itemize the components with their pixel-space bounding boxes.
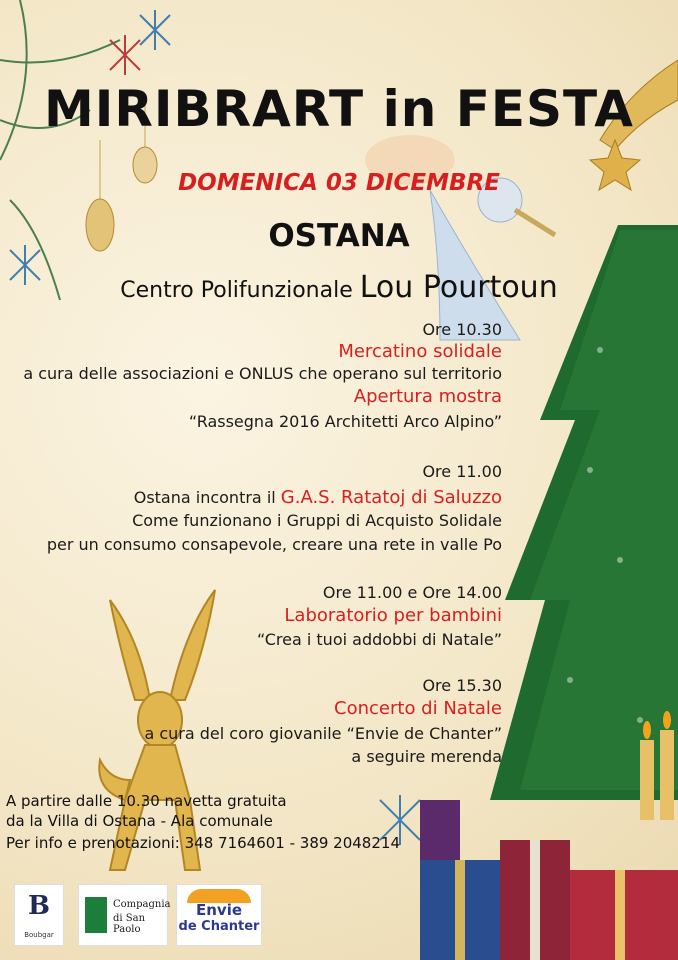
boubgar-logo-text: Boubgar (24, 931, 54, 939)
christmas-tree-icon (490, 225, 678, 800)
boubgar-logo: B Boubgar (14, 884, 64, 946)
event-1-time: Ore 10.30 (422, 320, 502, 339)
event-2-line (134, 487, 502, 508)
event-1-line-2: “Rassegna 2016 Architetti Arco Alpino” (188, 412, 502, 431)
event-2-time: Ore 11.00 (422, 462, 502, 481)
event-2-line-2: Come funzionano i Gruppi di Acquisto Solidale (132, 511, 502, 530)
event-town: OSTANA (268, 218, 410, 254)
envie-line-2: de Chanter (178, 919, 260, 934)
csp-line-2: di San Paolo (113, 913, 146, 935)
event-date: DOMENICA 03 DICEMBRE (178, 170, 500, 196)
event-3-title: Laboratorio per bambini (284, 605, 502, 626)
footer-contacts: Per info e prenotazioni: 348 7164601 - 389 2048214 (6, 834, 400, 852)
event-4-line-2: a seguire merenda (351, 747, 502, 766)
event-4-title: Concerto di Natale (334, 698, 502, 719)
event-3-time: Ore 11.00 e Ore 14.00 (322, 583, 502, 602)
event-1-title-2: Apertura mostra (353, 386, 502, 407)
snowflake-icon (110, 35, 140, 75)
event-2-line-prefix: Ostana incontra il (133, 488, 276, 507)
venue-prefix: Centro Polifunzionale (120, 278, 353, 303)
event-4-line: a cura del coro giovanile “Envie de Chanter” (144, 724, 502, 743)
event-1-line: a cura delle associazioni e ONLUS che operano sul territorio (23, 364, 502, 383)
pine-branch-top-left (0, 0, 120, 300)
event-4-time: Ore 15.30 (422, 676, 502, 695)
footer-departure: da la Villa di Ostana - Ala comunale (6, 812, 273, 830)
compagnia-san-paolo-logo (78, 884, 171, 946)
csp-line-1: Compagnia (113, 899, 171, 910)
event-venue (0, 270, 678, 305)
footer-shuttle: A partire dalle 10.30 navetta gratuita (6, 792, 287, 810)
event-2-highlight: G.A.S. Ratatoj di Saluzzo (280, 487, 502, 508)
envie-de-chanter-logo (176, 884, 262, 946)
gift-boxes-icon (420, 800, 678, 960)
event-1-title: Mercatino solidale (338, 341, 502, 362)
event-3-line: “Crea i tuoi addobbi di Natale” (257, 630, 502, 649)
poster-title: MIRIBRART in FESTA (44, 80, 634, 138)
venue-name: Lou Pourtoun (359, 270, 558, 305)
event-2-line-3: per un consumo consapevole, creare una rete in valle Po (46, 535, 502, 554)
envie-line-1: Envie (195, 901, 243, 919)
